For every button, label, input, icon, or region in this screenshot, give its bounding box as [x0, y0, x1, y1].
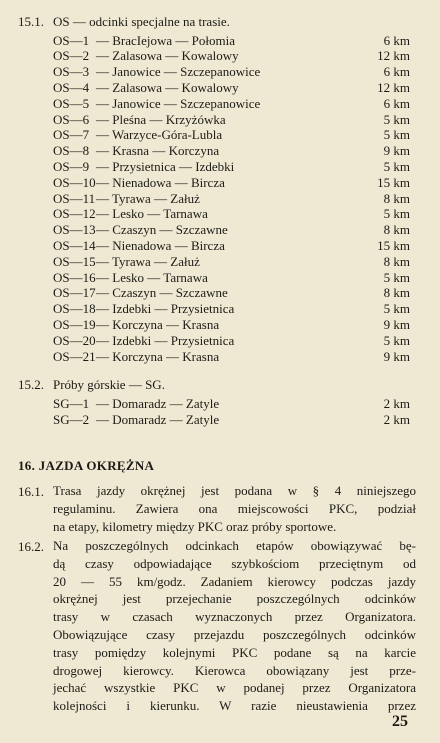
stage-code: OS—9	[53, 158, 90, 174]
stage-code: OS—18	[53, 301, 96, 317]
paragraph-16-1	[53, 482, 416, 535]
stage-route: — Tyrawa — Załuż	[96, 253, 200, 269]
stage-code: OS—13	[53, 222, 96, 238]
stage-distance: 6 km	[383, 95, 410, 111]
stage-code: OS—19	[53, 316, 96, 332]
stage-route: — Nienadowa — Bircza	[96, 174, 225, 190]
paragraph-line: regulaminu. Zawiera ona miejscowości PKC, podział	[53, 500, 416, 516]
section-16-heading: 16. JAZDA OKRĘŻNA	[18, 458, 155, 473]
hill-climb-route: — Domaradz — Zatyle	[96, 396, 220, 411]
stage-route: — Lesko — Tarnawa	[96, 269, 208, 285]
paragraph-16-2-number: 16.2.	[18, 539, 44, 554]
stage-route: — Warzyce-Góra-Lubla	[96, 127, 223, 143]
paragraph-line: Trasa jazdy okrężnej jest podana w § 4 niniejszego	[53, 483, 416, 498]
stage-distance: 6 km	[383, 32, 410, 48]
stage-route: — Korczyna — Krasna	[96, 348, 220, 364]
stage-distance: 9 km	[383, 143, 410, 159]
stage-route: — Czaszyn — Szczawne	[96, 222, 228, 238]
stage-route: — BracIejowa — Połomia	[96, 32, 235, 48]
stage-distance: 8 km	[383, 285, 410, 301]
paragraph-line: trasy w czasach wyznaczonych przez Organizatora.	[53, 609, 416, 625]
stage-route: — Janowice — Szczepanowice	[96, 95, 261, 111]
stage-distance: 5 km	[383, 111, 410, 127]
stage-distance: 12 km	[377, 48, 410, 64]
hill-climb-code: SG—2	[53, 411, 90, 427]
paragraph-16-2	[53, 537, 416, 715]
stage-code: OS—15	[53, 253, 96, 269]
stage-distance: 5 km	[383, 269, 410, 285]
stage-code: OS—5	[53, 95, 90, 111]
stage-distance: 5 km	[383, 206, 410, 222]
stage-route: — Tyrawa — Załuż	[96, 190, 200, 206]
stage-route: — Krasna — Korczyna	[96, 143, 220, 159]
stage-distance: 5 km	[383, 158, 410, 174]
stage-distance: 5 km	[383, 127, 410, 143]
stage-distance: 8 km	[383, 190, 410, 206]
page-number: 25	[392, 713, 408, 730]
stage-code: OS—3	[53, 64, 90, 80]
section-15-2-title: Próby górskie — SG.	[53, 377, 165, 392]
paragraph-line: 20 — 55 km/godz. Zadaniem kierowcy podczas jazdy	[53, 573, 416, 589]
stage-distance: 8 km	[383, 222, 410, 238]
stage-distance: 5 km	[383, 301, 410, 317]
stage-distance: 8 km	[383, 253, 410, 269]
stage-code: OS—12	[53, 206, 96, 222]
paragraph-line: Na poszczególnych odcinkach etapów obowiązywać bę-	[53, 538, 416, 553]
stage-code: OS—17	[53, 285, 96, 301]
stage-route: — Lesko — Tarnawa	[96, 206, 208, 222]
stage-route: — Izdebki — Przysietnica	[96, 301, 235, 317]
stage-distance: 15 km	[377, 174, 410, 190]
section-15-1-number: 15.1.	[18, 14, 44, 29]
stage-route: — Przysietnica — Izdebki	[96, 158, 235, 174]
paragraph-line: na etapy, kilometry między PKC oraz próby sportowe.	[53, 518, 337, 534]
stage-distance: 15 km	[377, 237, 410, 253]
stage-code: OS—4	[53, 79, 90, 95]
paragraph-line: jechać wszystkie PKC w podanej przez Organizatora	[53, 680, 416, 696]
hill-climb-distance: 2 km	[383, 396, 410, 411]
stage-route: — Izdebki — Przysietnica	[96, 332, 235, 348]
stage-distance: 12 km	[377, 79, 410, 95]
paragraph-line: okrężnej jest przejechanie poszczególnych odcinków	[53, 591, 416, 607]
stage-route: — Czaszyn — Szczawne	[96, 285, 228, 301]
stage-route: — Nienadowa — Bircza	[96, 237, 225, 253]
paragraph-line: trasy pomiędzy kolejnymi PKC podane są na karcie	[53, 644, 416, 660]
stage-code: OS—8	[53, 143, 90, 159]
hill-climb-route: — Domaradz — Zatyle	[96, 411, 220, 427]
stage-route: — Zalasowa — Kowalowy	[96, 48, 239, 64]
stage-code: OS—21	[53, 348, 96, 364]
paragraph-line: drogowej kierowcy. Kierowca obowiązany jest prze-	[53, 662, 416, 678]
stage-code: OS—2	[53, 48, 90, 64]
stage-code: OS—20	[53, 332, 96, 348]
stage-distance: 9 km	[383, 316, 410, 332]
stage-code: OS—14	[53, 237, 96, 253]
stage-distance: 5 km	[383, 332, 410, 348]
stage-code: OS—16	[53, 269, 96, 285]
hill-climb-code: SG—1	[53, 396, 90, 411]
stage-distance: 6 km	[383, 64, 410, 80]
stage-code: OS—7	[53, 127, 90, 143]
section-15-1-title: OS — odcinki specjalne na trasie.	[53, 14, 230, 29]
stage-route: — Korczyna — Krasna	[96, 316, 220, 332]
paragraph-line: Obowiązujące czasy przejazdu poszczególnych odcinków	[53, 626, 416, 642]
stage-route: — Zalasowa — Kowalowy	[96, 79, 239, 95]
stage-route: — Pleśna — Krzyżówka	[96, 111, 226, 127]
stage-code: OS—6	[53, 111, 90, 127]
paragraph-line: kolejności i kierunku. W razie nieustawienia przez	[53, 698, 416, 714]
section-15-2-number: 15.2.	[18, 377, 44, 392]
stage-code: OS—10	[53, 174, 96, 190]
stage-route: — Janowice — Szczepanowice	[96, 64, 261, 80]
stage-code: OS—11	[53, 190, 96, 206]
paragraph-16-1-number: 16.1.	[18, 484, 44, 499]
stage-distance: 9 km	[383, 348, 410, 364]
stage-code: OS—1	[53, 32, 90, 48]
hill-climb-distance: 2 km	[383, 411, 410, 427]
paragraph-line: dą czasy odpowiadające szybkościom przeciętnym od	[53, 555, 416, 571]
